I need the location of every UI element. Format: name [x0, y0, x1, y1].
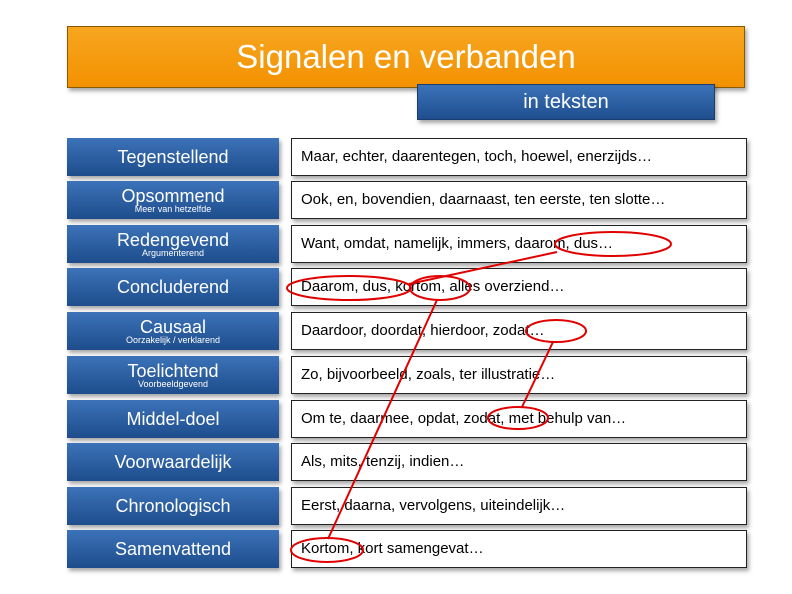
category-box	[67, 181, 279, 219]
category-label: Voorwaardelijk	[114, 452, 232, 472]
signal-words: Eerst, daarna, vervolgens, uiteindelijk…	[291, 487, 747, 525]
category-sublabel: Voorbeeldgevend	[137, 378, 209, 389]
signal-words: Als, mits, tenzij, indien…	[291, 443, 747, 481]
category-sublabel: Meer van hetzelfde	[134, 203, 212, 214]
signal-words: Daardoor, doordat, hierdoor, zodat…	[291, 312, 747, 350]
category-label: Chronologisch	[115, 496, 231, 516]
category-box	[67, 268, 279, 306]
row-redengevend	[67, 225, 747, 263]
category-label: Opsommend	[121, 185, 225, 206]
category-box	[67, 400, 279, 438]
category-label: Middel-doel	[126, 409, 220, 429]
category-sublabel: Oorzakelijk / verklarend	[125, 334, 221, 345]
signal-words: Want, omdat, namelijk, immers, daarom, dus…	[291, 225, 747, 263]
category-box	[67, 312, 279, 350]
category-box	[67, 443, 279, 481]
signal-words: Om te, daarmee, opdat, zodat, met behulp van…	[291, 400, 747, 438]
signal-words: Ook, en, bovendien, daarnaast, ten eerste, ten slotte…	[291, 181, 747, 219]
row-concluderend	[67, 268, 747, 306]
category-box	[67, 487, 279, 525]
category-box	[67, 138, 279, 176]
row-opsommend	[67, 181, 747, 219]
category-sublabel: Argumenterend	[141, 247, 205, 258]
category-box	[67, 356, 279, 394]
row-voorwaardelijk	[67, 443, 747, 481]
category-label: Toelichtend	[127, 360, 219, 381]
slide-subtitle: in teksten	[417, 84, 715, 120]
signal-words: Daarom, dus, kortom, alles overziend…	[291, 268, 747, 306]
row-middel-doel	[67, 400, 747, 438]
slide-title: Signalen en verbanden	[67, 26, 745, 88]
signal-words: Maar, echter, daarentegen, toch, hoewel, enerzijds…	[291, 138, 747, 176]
signal-words: Zo, bijvoorbeeld, zoals, ter illustratie…	[291, 356, 747, 394]
category-box	[67, 225, 279, 263]
category-box	[67, 530, 279, 568]
category-label: Tegenstellend	[117, 147, 229, 167]
row-samenvattend	[67, 530, 747, 568]
category-label: Redengevend	[116, 229, 230, 250]
category-label: Samenvattend	[114, 539, 232, 559]
signal-words: Kortom, kort samengevat…	[291, 530, 747, 568]
row-chronologisch	[67, 487, 747, 525]
row-causaal	[67, 312, 747, 350]
row-tegenstellend	[67, 138, 747, 176]
category-label: Causaal	[139, 316, 207, 337]
row-toelichtend	[67, 356, 747, 394]
category-label: Concluderend	[116, 277, 230, 297]
